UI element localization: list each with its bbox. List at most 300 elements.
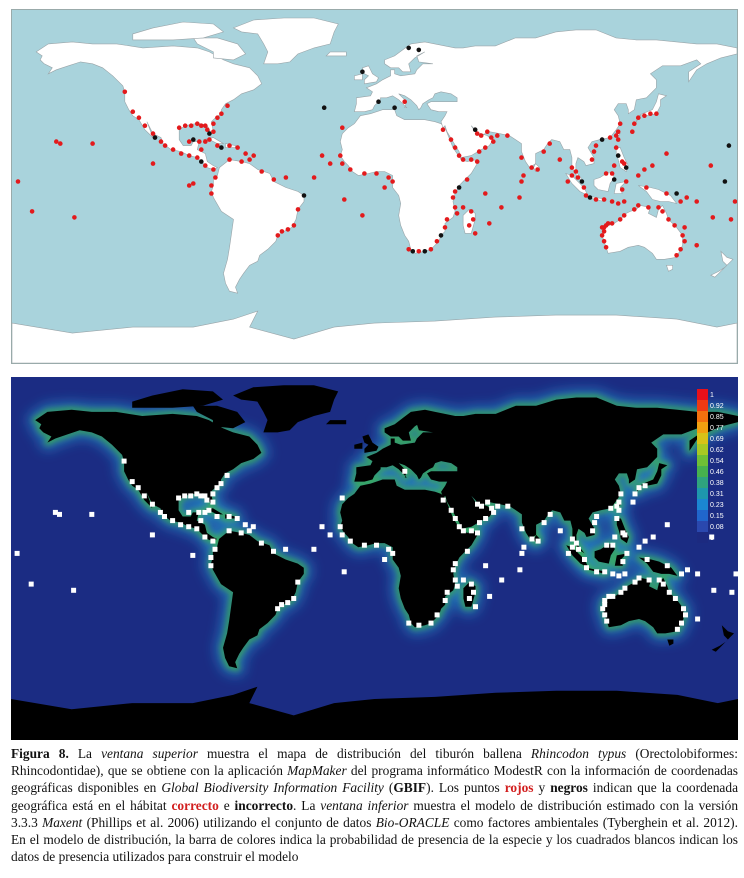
presence-square <box>612 535 617 540</box>
red-point-correct <box>191 181 196 186</box>
presence-square <box>566 551 571 556</box>
legend-swatch <box>697 433 708 444</box>
red-point-correct <box>386 175 391 180</box>
red-point-correct <box>280 229 285 234</box>
black-point-incorrect <box>411 249 416 254</box>
presence-square <box>467 596 472 601</box>
red-point-correct <box>209 191 214 196</box>
red-point-correct <box>624 179 629 184</box>
black-point-incorrect <box>723 179 728 184</box>
red-point-correct <box>479 133 484 138</box>
legend-label: 0.38 <box>710 480 724 487</box>
presence-square <box>602 569 607 574</box>
presence-square <box>576 547 581 552</box>
red-point-correct <box>215 143 220 148</box>
presence-square <box>176 496 181 501</box>
red-point-correct <box>566 179 571 184</box>
presence-square <box>451 567 456 572</box>
presence-square <box>548 512 553 517</box>
presence-square <box>338 524 343 529</box>
presence-square <box>477 520 482 525</box>
presence-square <box>594 569 599 574</box>
red-point-correct <box>648 111 653 116</box>
red-point-correct <box>143 123 148 128</box>
red-point-correct <box>489 135 494 140</box>
red-point-correct <box>547 141 552 146</box>
presence-square <box>215 514 220 519</box>
presence-square <box>536 539 541 544</box>
red-point-correct <box>636 115 641 120</box>
red-point-correct <box>614 133 619 138</box>
presence-square <box>271 549 276 554</box>
presence-square <box>239 530 244 535</box>
top-map-panel <box>11 9 738 364</box>
red-point-correct <box>195 121 200 126</box>
red-point-correct <box>199 147 204 152</box>
presence-square <box>461 528 466 533</box>
red-point-correct <box>660 209 665 214</box>
presence-square <box>225 473 230 478</box>
legend-label: 0.85 <box>710 414 724 421</box>
presence-square <box>283 547 288 552</box>
presence-square <box>734 571 739 576</box>
red-point-correct <box>284 175 289 180</box>
presence-square <box>311 547 316 552</box>
presence-square <box>348 539 353 544</box>
red-point-correct <box>636 173 641 178</box>
legend-swatch <box>697 499 708 510</box>
presence-square <box>71 588 76 593</box>
red-point-correct <box>499 205 504 210</box>
presence-square <box>320 524 325 529</box>
black-point-incorrect <box>153 135 158 140</box>
red-point-correct <box>600 225 605 230</box>
red-point-correct <box>694 243 699 248</box>
red-point-correct <box>594 143 599 148</box>
presence-square <box>170 518 175 523</box>
red-point-correct <box>622 199 627 204</box>
red-point-correct <box>485 129 490 134</box>
red-point-correct <box>435 239 440 244</box>
red-point-correct <box>694 199 699 204</box>
red-point-correct <box>382 185 387 190</box>
presence-square <box>517 567 522 572</box>
red-point-correct <box>642 113 647 118</box>
red-point-correct <box>187 183 192 188</box>
black-point-incorrect <box>423 249 428 254</box>
black-point-incorrect <box>219 145 224 150</box>
red-point-correct <box>151 161 156 166</box>
presence-square <box>243 522 248 527</box>
red-point-correct <box>495 133 500 138</box>
presence-square <box>487 594 492 599</box>
presence-square <box>53 510 58 515</box>
red-point-correct <box>610 171 615 176</box>
red-point-correct <box>642 167 647 172</box>
red-point-correct <box>137 115 142 120</box>
red-point-correct <box>521 173 526 178</box>
legend-swatch <box>697 466 708 477</box>
red-point-correct <box>199 123 204 128</box>
red-point-correct <box>505 133 510 138</box>
presence-square <box>631 500 636 505</box>
presence-square <box>600 606 605 611</box>
red-point-correct <box>276 233 281 238</box>
red-point-correct <box>666 217 671 222</box>
presence-square <box>188 493 193 498</box>
red-point-correct <box>159 139 164 144</box>
presence-square <box>210 491 215 496</box>
presence-square <box>142 493 147 498</box>
presence-square <box>610 571 615 576</box>
black-point-incorrect <box>406 46 411 51</box>
red-point-correct <box>646 205 651 210</box>
red-point-correct <box>684 195 689 200</box>
red-point-correct <box>711 215 716 220</box>
red-point-correct <box>519 155 524 160</box>
presence-square <box>122 459 127 464</box>
red-point-correct <box>602 197 607 202</box>
presence-square <box>473 604 478 609</box>
red-point-correct <box>612 163 617 168</box>
presence-square <box>558 528 563 533</box>
legend-swatch <box>697 521 708 532</box>
red-point-correct <box>72 215 77 220</box>
red-point-correct <box>203 163 208 168</box>
black-point-incorrect <box>727 143 732 148</box>
presence-square <box>206 508 211 513</box>
presence-square <box>213 547 218 552</box>
red-point-correct <box>360 213 365 218</box>
land-iceland <box>326 52 346 56</box>
presence-square <box>402 469 407 474</box>
presence-square <box>190 553 195 558</box>
black-point-incorrect <box>376 99 381 104</box>
presence-square <box>479 504 484 509</box>
red-point-correct <box>473 231 478 236</box>
red-point-correct <box>235 145 240 150</box>
presence-square <box>637 576 642 581</box>
presence-square <box>382 557 387 562</box>
presence-square <box>291 596 296 601</box>
red-point-correct <box>680 233 685 238</box>
red-point-correct <box>558 157 563 162</box>
red-point-correct <box>312 175 317 180</box>
presence-square <box>186 524 191 529</box>
red-point-correct <box>453 189 458 194</box>
presence-square <box>499 578 504 583</box>
red-point-correct <box>429 247 434 252</box>
presence-square <box>453 561 458 566</box>
red-point-correct <box>239 159 244 164</box>
red-point-correct <box>529 165 534 170</box>
presence-square <box>182 493 187 498</box>
red-point-correct <box>616 137 621 142</box>
red-point-correct <box>656 205 661 210</box>
red-point-correct <box>483 145 488 150</box>
red-point-correct <box>517 195 522 200</box>
legend-swatch <box>697 444 708 455</box>
red-point-correct <box>449 137 454 142</box>
red-point-correct <box>453 145 458 150</box>
red-point-correct <box>203 139 208 144</box>
red-point-correct <box>183 123 188 128</box>
presence-square <box>592 520 597 525</box>
black-point-incorrect <box>612 177 617 182</box>
red-point-correct <box>340 125 345 130</box>
red-point-correct <box>205 127 210 132</box>
red-point-correct <box>131 109 136 114</box>
presence-square <box>711 588 716 593</box>
presence-square <box>608 506 613 511</box>
presence-square <box>390 551 395 556</box>
presence-square <box>665 522 670 527</box>
distribution-points-map <box>12 10 737 363</box>
red-point-correct <box>469 209 474 214</box>
presence-square <box>491 510 496 515</box>
red-point-correct <box>195 155 200 160</box>
legend-label: 1 <box>710 392 714 399</box>
red-point-correct <box>582 185 587 190</box>
presence-square <box>633 491 638 496</box>
red-point-correct <box>286 227 291 232</box>
presence-square <box>471 590 476 595</box>
red-point-correct <box>477 149 482 154</box>
legend-label: 0.15 <box>710 513 724 520</box>
presence-square <box>483 516 488 521</box>
red-point-correct <box>594 197 599 202</box>
presence-square <box>594 514 599 519</box>
presence-square <box>465 549 470 554</box>
red-point-correct <box>171 147 176 152</box>
red-point-correct <box>441 127 446 132</box>
presence-square <box>665 563 670 568</box>
presence-square <box>521 545 526 550</box>
presence-square <box>637 545 642 550</box>
red-keyword: correcto <box>171 797 219 813</box>
presence-square <box>204 498 209 503</box>
red-point-correct <box>630 129 635 134</box>
red-point-correct <box>678 247 683 252</box>
legend-swatch <box>697 510 708 521</box>
red-point-correct <box>30 209 35 214</box>
bottom-map-panel <box>11 377 738 740</box>
presence-square <box>643 539 648 544</box>
red-point-correct <box>225 103 230 108</box>
presence-square <box>530 537 535 542</box>
presence-square <box>614 516 619 521</box>
presence-square <box>618 491 623 496</box>
red-point-correct <box>58 141 63 146</box>
black-point-incorrect <box>302 193 307 198</box>
legend-label: 0.08 <box>710 524 724 531</box>
red-point-correct <box>215 115 220 120</box>
presence-square <box>150 502 155 507</box>
presence-square <box>445 590 450 595</box>
red-point-correct <box>576 175 581 180</box>
red-point-correct <box>90 141 95 146</box>
presence-square <box>461 578 466 583</box>
presence-square <box>469 582 474 587</box>
red-point-correct <box>592 149 597 154</box>
red-point-correct <box>197 139 202 144</box>
presence-square <box>610 543 615 548</box>
presence-square <box>178 522 183 527</box>
presence-square <box>295 580 300 585</box>
presence-square <box>622 571 627 576</box>
red-point-correct <box>54 139 59 144</box>
presence-square <box>202 535 207 540</box>
red-point-correct <box>445 217 450 222</box>
presence-square <box>582 557 587 562</box>
presence-square <box>340 496 345 501</box>
red-point-correct <box>151 131 156 136</box>
presence-square <box>194 526 199 531</box>
presence-square <box>208 563 213 568</box>
red-point-correct <box>292 223 297 228</box>
red-point-correct <box>636 203 641 208</box>
presence-square <box>275 606 280 611</box>
black-point-incorrect <box>322 105 327 110</box>
legend-swatch <box>697 477 708 488</box>
red-point-correct <box>451 195 456 200</box>
red-point-correct <box>177 125 182 130</box>
legend-label: 0.23 <box>710 502 724 509</box>
black-point-incorrect <box>360 70 365 75</box>
presence-square <box>186 510 191 515</box>
red-point-correct <box>608 135 613 140</box>
figure-caption: Figura 8. La ventana superior muestra el mapa de distribución del tiburón ballena Rhincodon typus (Orectolobiformes: Rhincodontidae), que se obtiene con la aplicación MapMaker del programa informático ModestR con la información de coordenadas geográficas disponibles en Global Biodiversity Information Facility (GBIF). Los puntos rojos y negros indican que la coordenada geográfica está en el hábitat correcto e incorrecto. La ventana inferior muestra el modelo de distribución estimado con la versión 3.3.3 Maxent (Phillips et al. 2006) utilizando el conjunto de datos Bio-ORACLE como factores ambientales (Tyberghein et al. 2012). En el modelo de distribución, la barra de colores indica la probabilidad de presencia de la especie y los cuadrados blancos indican los datos de presencia utilizados para construir el modelo <box>11 746 739 865</box>
red-point-correct <box>570 165 575 170</box>
red-point-correct <box>251 153 256 158</box>
red-point-correct <box>606 221 611 226</box>
red-point-correct <box>453 205 458 210</box>
red-point-correct <box>296 207 301 212</box>
red-point-correct <box>519 179 524 184</box>
red-point-correct <box>471 217 476 222</box>
red-point-correct <box>632 207 637 212</box>
presence-square <box>362 543 367 548</box>
presence-square <box>15 551 20 556</box>
red-point-correct <box>650 163 655 168</box>
red-point-correct <box>211 121 216 126</box>
red-point-correct <box>618 121 623 126</box>
presence-square <box>89 512 94 517</box>
presence-square <box>574 541 579 546</box>
presence-square <box>681 606 686 611</box>
presence-square <box>622 586 627 591</box>
red-point-correct <box>467 223 472 228</box>
red-point-correct <box>465 177 470 182</box>
presence-square <box>495 504 500 509</box>
legend-swatch <box>697 488 708 499</box>
red-point-correct <box>622 213 627 218</box>
red-point-correct <box>187 153 192 158</box>
red-point-correct <box>348 167 353 172</box>
red-point-correct <box>213 175 218 180</box>
red-point-correct <box>616 129 621 134</box>
red-point-correct <box>203 123 208 128</box>
legend-label: 0.31 <box>710 491 724 498</box>
red-point-correct <box>672 223 677 228</box>
black-point-incorrect <box>191 137 196 142</box>
presence-square <box>469 528 474 533</box>
red-point-correct <box>570 173 575 178</box>
presence-square <box>620 559 625 564</box>
red-point-correct <box>632 121 637 126</box>
red-point-correct <box>259 169 264 174</box>
presence-square <box>130 479 135 484</box>
red-point-correct <box>469 157 474 162</box>
presence-square <box>196 510 201 515</box>
red-point-correct <box>461 157 466 162</box>
red-point-correct <box>406 247 411 252</box>
presence-square <box>647 578 652 583</box>
red-point-correct <box>602 229 607 234</box>
black-point-incorrect <box>457 185 462 190</box>
red-point-correct <box>644 185 649 190</box>
presence-square <box>485 500 490 505</box>
presence-square <box>150 532 155 537</box>
black-point-incorrect <box>674 191 679 196</box>
legend-swatch <box>697 400 708 411</box>
presence-square <box>683 612 688 617</box>
presence-square <box>616 573 621 578</box>
presence-square <box>328 532 333 537</box>
presence-square <box>637 485 642 490</box>
presence-square <box>29 582 34 587</box>
red-point-correct <box>219 111 224 116</box>
red-point-correct <box>574 169 579 174</box>
red-point-correct <box>541 149 546 154</box>
red-point-correct <box>618 217 623 222</box>
red-point-correct <box>338 153 343 158</box>
presence-square <box>429 621 434 626</box>
presence-square <box>604 619 609 624</box>
presence-square <box>643 483 648 488</box>
presence-square <box>584 565 589 570</box>
black-point-incorrect <box>207 131 212 136</box>
presence-square <box>604 543 609 548</box>
red-point-correct <box>600 233 605 238</box>
presence-square <box>519 526 524 531</box>
red-point-correct <box>614 145 619 150</box>
legend-label: 0.92 <box>710 403 724 410</box>
presence-square <box>651 535 656 540</box>
legend-swatch <box>697 411 708 422</box>
presence-square <box>219 481 224 486</box>
presence-square <box>227 528 232 533</box>
red-point-correct <box>163 143 168 148</box>
red-point-correct <box>610 221 615 226</box>
legend-label: 0.62 <box>710 447 724 454</box>
presence-square <box>449 508 454 513</box>
red-point-correct <box>682 225 687 230</box>
red-point-correct <box>664 191 669 196</box>
black-point-incorrect <box>439 233 444 238</box>
legend-swatch <box>697 422 708 433</box>
presence-square <box>695 571 700 576</box>
red-point-correct <box>602 239 607 244</box>
presence-square <box>453 516 458 521</box>
legend-label: 0.54 <box>710 458 724 465</box>
red-point-correct <box>664 151 669 156</box>
red-point-correct <box>179 151 184 156</box>
presence-square <box>162 514 167 519</box>
presence-square <box>455 584 460 589</box>
red-point-correct <box>487 221 492 226</box>
black-point-incorrect <box>600 137 605 142</box>
